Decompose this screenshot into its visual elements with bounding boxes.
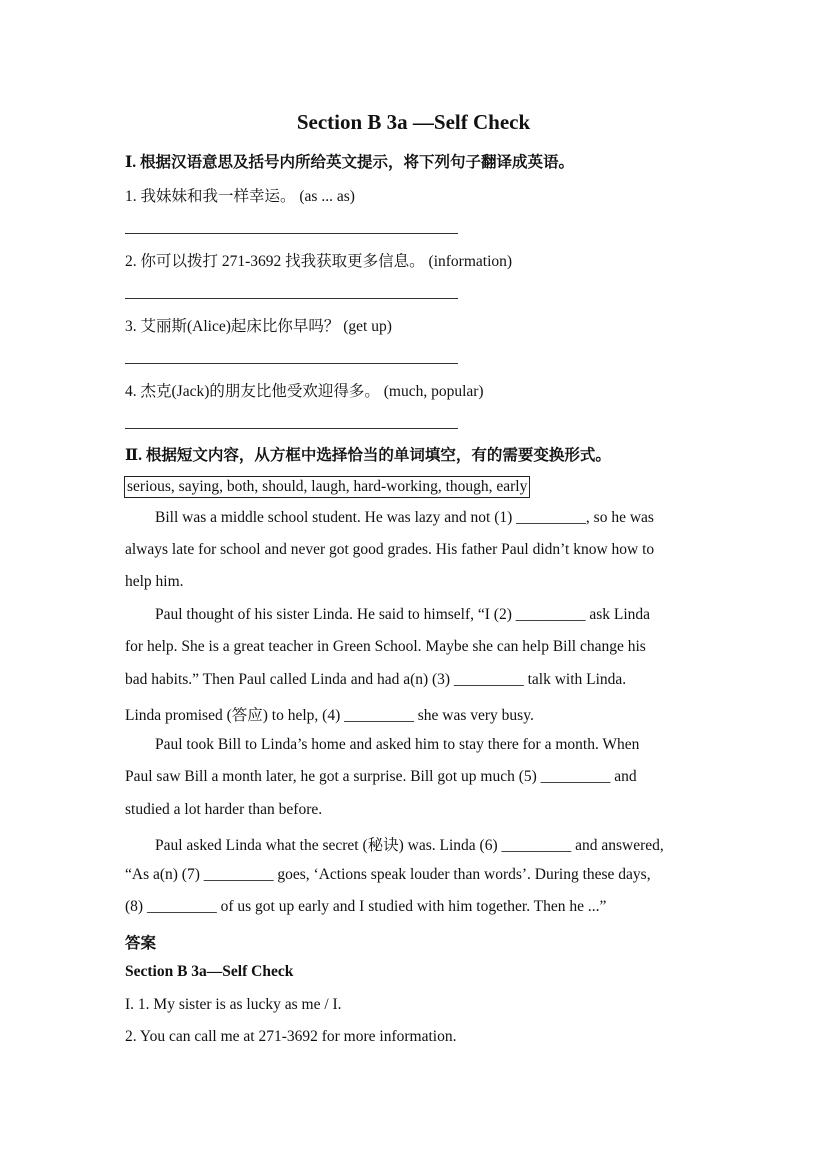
passage-line: (8) _________ of us got up early and I studied with him together. Then he ...”: [125, 898, 607, 915]
passage-line: studied a lot harder than before.: [125, 801, 323, 818]
passage-line: help him.: [125, 573, 184, 590]
answer-line-3: [125, 363, 458, 364]
passage-line: Paul thought of his sister Linda. He said to himself, “I (2) _________ ask Linda: [155, 606, 651, 623]
answers-heading: 答案: [125, 935, 157, 952]
question-3: 3. 艾丽斯(Alice)起床比你早吗？ (get up): [125, 318, 392, 335]
passage-line: Paul saw Bill a month later, he got a surprise. Bill got up much (5) _________ and: [125, 768, 637, 785]
word-box: serious, saying, both, should, laugh, hard-working, though, early: [124, 476, 530, 498]
answer-line-4: [125, 428, 458, 429]
answer-line-2: [125, 298, 458, 299]
passage-line: for help. She is a great teacher in Green School. Maybe she can help Bill change his: [125, 638, 646, 655]
question-4: 4. 杰克(Jack)的朋友比他受欢迎得多。 (much, popular): [125, 383, 484, 400]
passage-line: “As a(n) (7) _________ goes, ‘Actions speak louder than words’. During these days,: [125, 866, 651, 883]
answers-subtitle: Section B 3a—Self Check: [125, 963, 294, 980]
answer-line-1: [125, 233, 458, 234]
passage-line: Paul asked Linda what the secret (秘诀) was. Linda (6) _________ and answered,: [155, 837, 664, 854]
answer-text: 2. You can call me at 271-3692 for more information.: [125, 1028, 457, 1045]
passage-line: Bill was a middle school student. He was lazy and not (1) _________, so he was: [155, 509, 654, 526]
passage-line: always late for school and never got good grades. His father Paul didn’t know how to: [125, 541, 655, 558]
question-2: 2. 你可以拨打 271-3692 找我获取更多信息。 (information): [125, 253, 513, 270]
passage-line: Linda promised (答应) to help, (4) _________ she was very busy.: [125, 707, 534, 724]
passage-line: Paul took Bill to Linda’s home and asked him to stay there for a month. When: [155, 736, 640, 753]
question-1: 1. 我妹妹和我一样幸运。 (as ... as): [125, 188, 355, 205]
page-title: Section B 3a —Self Check: [296, 110, 531, 134]
passage-line: bad habits.” Then Paul called Linda and had a(n) (3) _________ talk with Linda.: [125, 671, 627, 688]
part1-heading: Ⅰ. 根据汉语意思及括号内所给英文提示，将下列句子翻译成英语。: [125, 154, 575, 171]
answer-text: I. 1. My sister is as lucky as me / I.: [125, 996, 342, 1013]
part2-heading: Ⅱ. 根据短文内容，从方框中选择恰当的单词填空，有的需要变换形式。: [125, 447, 611, 464]
